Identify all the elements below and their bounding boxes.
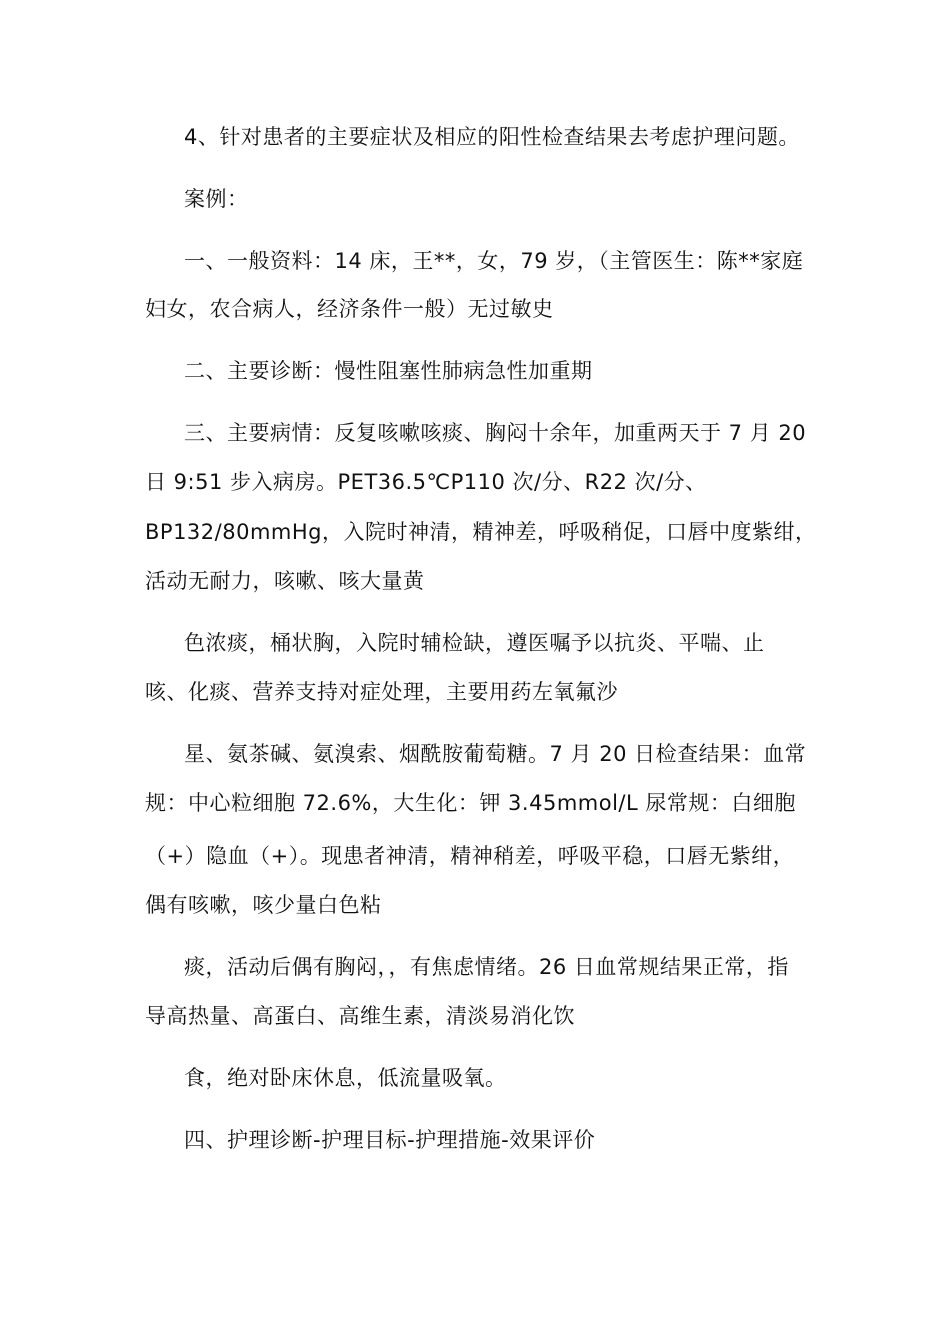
general-info-line-1: 一、一般资料：14 床，王**，女，79 岁，（主管医生：陈**家庭 (184, 249, 804, 273)
condition-line-4: 活动无耐力，咳嗽、咳大量黄 (145, 569, 425, 593)
condition-line-12: 导高热量、高蛋白、高维生素，清淡易消化饮 (145, 1004, 575, 1028)
condition-line-13: 食，绝对卧床休息，低流量吸氧。 (184, 1066, 507, 1090)
condition-line-10: 偶有咳嗽，咳少量白色粘 (145, 893, 382, 917)
condition-line-7: 星、氨茶碱、氨溴索、烟酰胺葡萄糖。7 月 20 日检查结果：血常 (184, 742, 807, 766)
main-diagnosis-line: 二、主要诊断：慢性阻塞性肺病急性加重期 (184, 359, 593, 383)
condition-line-8: 规：中心粒细胞 72.6%，大生化：钾 3.45mmol/L 尿常规：白细胞 (145, 791, 796, 815)
paragraph-point-4: 4、针对患者的主要症状及相应的阳性检查结果去考虑护理问题。 (184, 125, 800, 149)
condition-line-3: BP132/80mmHg，入院时神清，精神差，呼吸稍促，口唇中度紫绀， (145, 520, 817, 544)
condition-line-2: 日 9:51 步入病房。PET36.5℃P110 次/分、R22 次/分、 (145, 470, 707, 494)
condition-line-6: 咳、化痰、营养支持对症处理，主要用药左氧氟沙 (145, 680, 618, 704)
general-info-line-2: 妇女，农合病人，经济条件一般）无过敏史 (145, 297, 554, 321)
condition-line-9: （+）隐血（+）。现患者神清，精神稍差，呼吸平稳，口唇无紫绀， (145, 844, 795, 868)
condition-line-5: 色浓痰，桶状胸，入院时辅检缺，遵医嘱予以抗炎、平喘、止 (184, 631, 765, 655)
case-heading: 案例： (184, 187, 249, 211)
condition-line-11: 痰，活动后偶有胸闷，，有焦虑情绪。26 日血常规结果正常，指 (184, 955, 789, 979)
condition-line-1: 三、主要病情：反复咳嗽咳痰、胸闷十余年，加重两天于 7 月 20 (184, 421, 807, 445)
nursing-section-heading: 四、护理诊断-护理目标-护理措施-效果评价 (184, 1128, 596, 1152)
